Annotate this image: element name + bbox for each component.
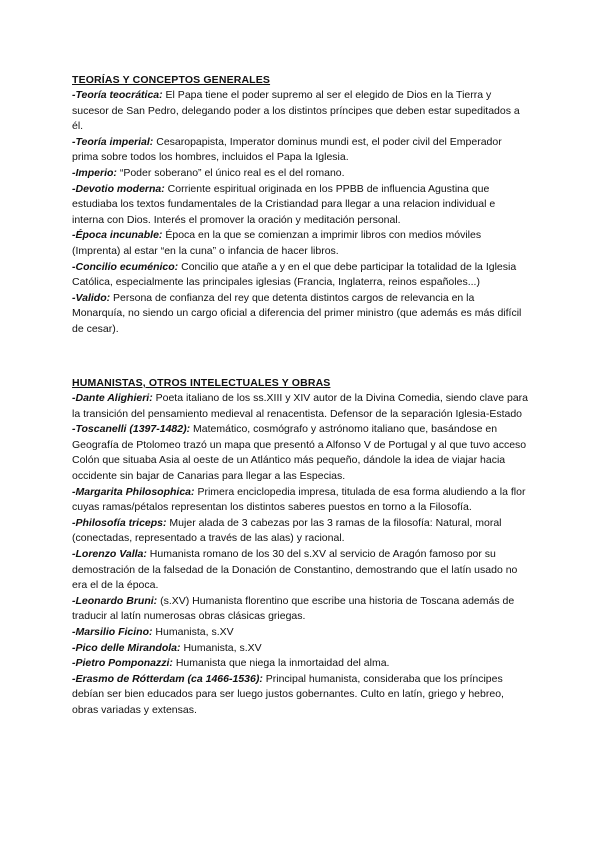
entry-toscanelli — [72, 422, 528, 484]
entry-dante-alighieri — [72, 391, 528, 422]
entry-term: -Devotio moderna: — [72, 182, 165, 195]
entry-term: -Pico delle Mirandola: — [72, 641, 181, 654]
entry-teoria-teocratica — [72, 88, 528, 135]
entry-text: Poeta italiano de los ss.XIII y XIV autor de la Divina Comedia, siendo clave para la transición del pensamiento medieval al renacentista. Defensor de la separación Iglesia-Estado — [72, 392, 528, 420]
entry-text: Persona de confianza del rey que detenta distintos cargos de relevancia en la Monarquía, no siendo un cargo oficial a diferencia del primer ministro (que además es más difícil de cesar). — [72, 291, 522, 335]
entry-erasmo-de-rotterdam — [72, 672, 528, 719]
entry-term: -Época incunable: — [72, 229, 163, 242]
entry-lorenzo-valla — [72, 547, 528, 594]
entry-list — [72, 391, 528, 718]
entry-text: (s.XV) Humanista florentino que escribe una historia de Toscana además de traducir al latín numerosas obras clásicas griegas. — [72, 594, 515, 623]
entry-text: Humanista, s.XV — [180, 641, 262, 654]
entry-term: -Teoría teocrática: — [72, 89, 163, 101]
entry-term: -Imperio: — [72, 166, 117, 179]
entry-text: Cesaropapista, Imperator dominus mundi est, el poder civil del Emperador prima sobre todos los hombres, incluidos el Papa la Iglesia. — [72, 135, 502, 164]
entry-text: “Poder soberano” el único real es el del romano. — [116, 166, 345, 179]
entry-pico-delle-mirandola — [72, 641, 528, 657]
entry-leonardo-bruni — [72, 594, 528, 625]
entry-margarita-philosophica — [72, 485, 528, 516]
entry-text: Época en la que se comienzan a imprimir libros con medios móviles (Imprenta) al estar “en la cuna” o infancia de hacer libros. — [72, 229, 482, 257]
entry-text: Humanista que niega la inmortaidad del alma. — [172, 657, 390, 670]
entry-term: -Toscanelli (1397-1482): — [72, 423, 191, 436]
section-heading: TEORÍAS Y CONCEPTOS GENERALES — [72, 74, 271, 86]
entry-term: -Concilio ecuménico: — [72, 260, 179, 273]
entry-term: -Teoría imperial: — [72, 135, 154, 148]
entry-term: -Pietro Pomponazzi: — [72, 657, 173, 670]
entry-term: -Philosofía triceps: — [72, 516, 167, 529]
entry-term: -Dante Alighieri: — [72, 392, 153, 404]
entry-term: -Lorenzo Valla: — [72, 547, 147, 560]
entry-text: Matemático, cosmógrafo y astrónomo italiano que, basándose en Geografía de Ptolomeo trazó un mapa que presentó a Alfonso V de Portugal y al que tuvo acceso Colón que situaba Asia al oeste de un Atlántico más pequeño, dándole la idea de viajar hacia occidente sin bajar de Canarias para llegar a las Especias. — [72, 423, 527, 482]
entry-imperio — [72, 166, 528, 182]
section-heading: HUMANISTAS, OTROS INTELECTUALES Y OBRAS — [72, 377, 331, 389]
entry-valido — [72, 291, 528, 338]
entry-text: Primera enciclopedia impresa, titulada de esa forma aludiendo a la flor cuyas ramas/pétalos representan los distintos saberes puestos en torno a la Filosofía. — [72, 485, 526, 514]
entry-term: -Marsilio Ficino: — [72, 625, 153, 638]
entry-text: Principal humanista, consideraba que los príncipes debían ser bien educados para ser luego justos gobernantes. Culto en latín, griego y hebreo, obras variadas y extensas. — [72, 672, 504, 716]
entry-text: Concilio que atañe a y en el que debe participar la totalidad de la Iglesia Católica, especialmente las principales iglesias (Francia, Inglaterra, reinos españoles...) — [72, 260, 517, 289]
entry-text: Humanista romano de los 30 del s.XV al servicio de Aragón famoso por su demostración de la falsedad de la Donación de Constantino, demostrando que el latín usado no era el de la época. — [72, 547, 518, 592]
entry-list — [72, 88, 528, 338]
entry-teoria-imperial — [72, 135, 528, 166]
entry-marsilio-ficino — [72, 625, 528, 641]
entry-philosofia-triceps — [72, 516, 528, 547]
entry-epoca-incunable — [72, 228, 528, 259]
section-teorias — [72, 73, 528, 338]
entry-term: -Valido: — [72, 291, 111, 304]
entry-text: Corriente espiritual originada en los PPBB de influencia Agustina que estudiaba los textos fundamentales de la Cristiandad para llegar a una relacion individual e interna con Dios. Interés el promover la oración y meditación personal. — [72, 182, 496, 226]
entry-devotio-moderna — [72, 182, 528, 229]
section-humanistas — [72, 376, 528, 718]
entry-text: El Papa tiene el poder supremo al ser el elegido de Dios en la Tierra y sucesor de San Pedro, delegando poder a los distintos príncipes que deben estar supeditados a él. — [72, 89, 520, 133]
entry-term: -Erasmo de Rótterdam (ca 1466-1536): — [72, 672, 263, 685]
entry-pietro-pomponazzi — [72, 656, 528, 672]
entry-term: -Margarita Philosophica: — [72, 485, 195, 498]
entry-term: -Leonardo Bruni: — [72, 594, 158, 607]
entry-concilio-ecumenico — [72, 260, 528, 291]
entry-text: Humanista, s.XV — [152, 625, 234, 638]
entry-text: Mujer alada de 3 cabezas por las 3 ramas de la filosofía: Natural, moral (conectadas, representado a través de las alas) y racional. — [72, 516, 502, 545]
